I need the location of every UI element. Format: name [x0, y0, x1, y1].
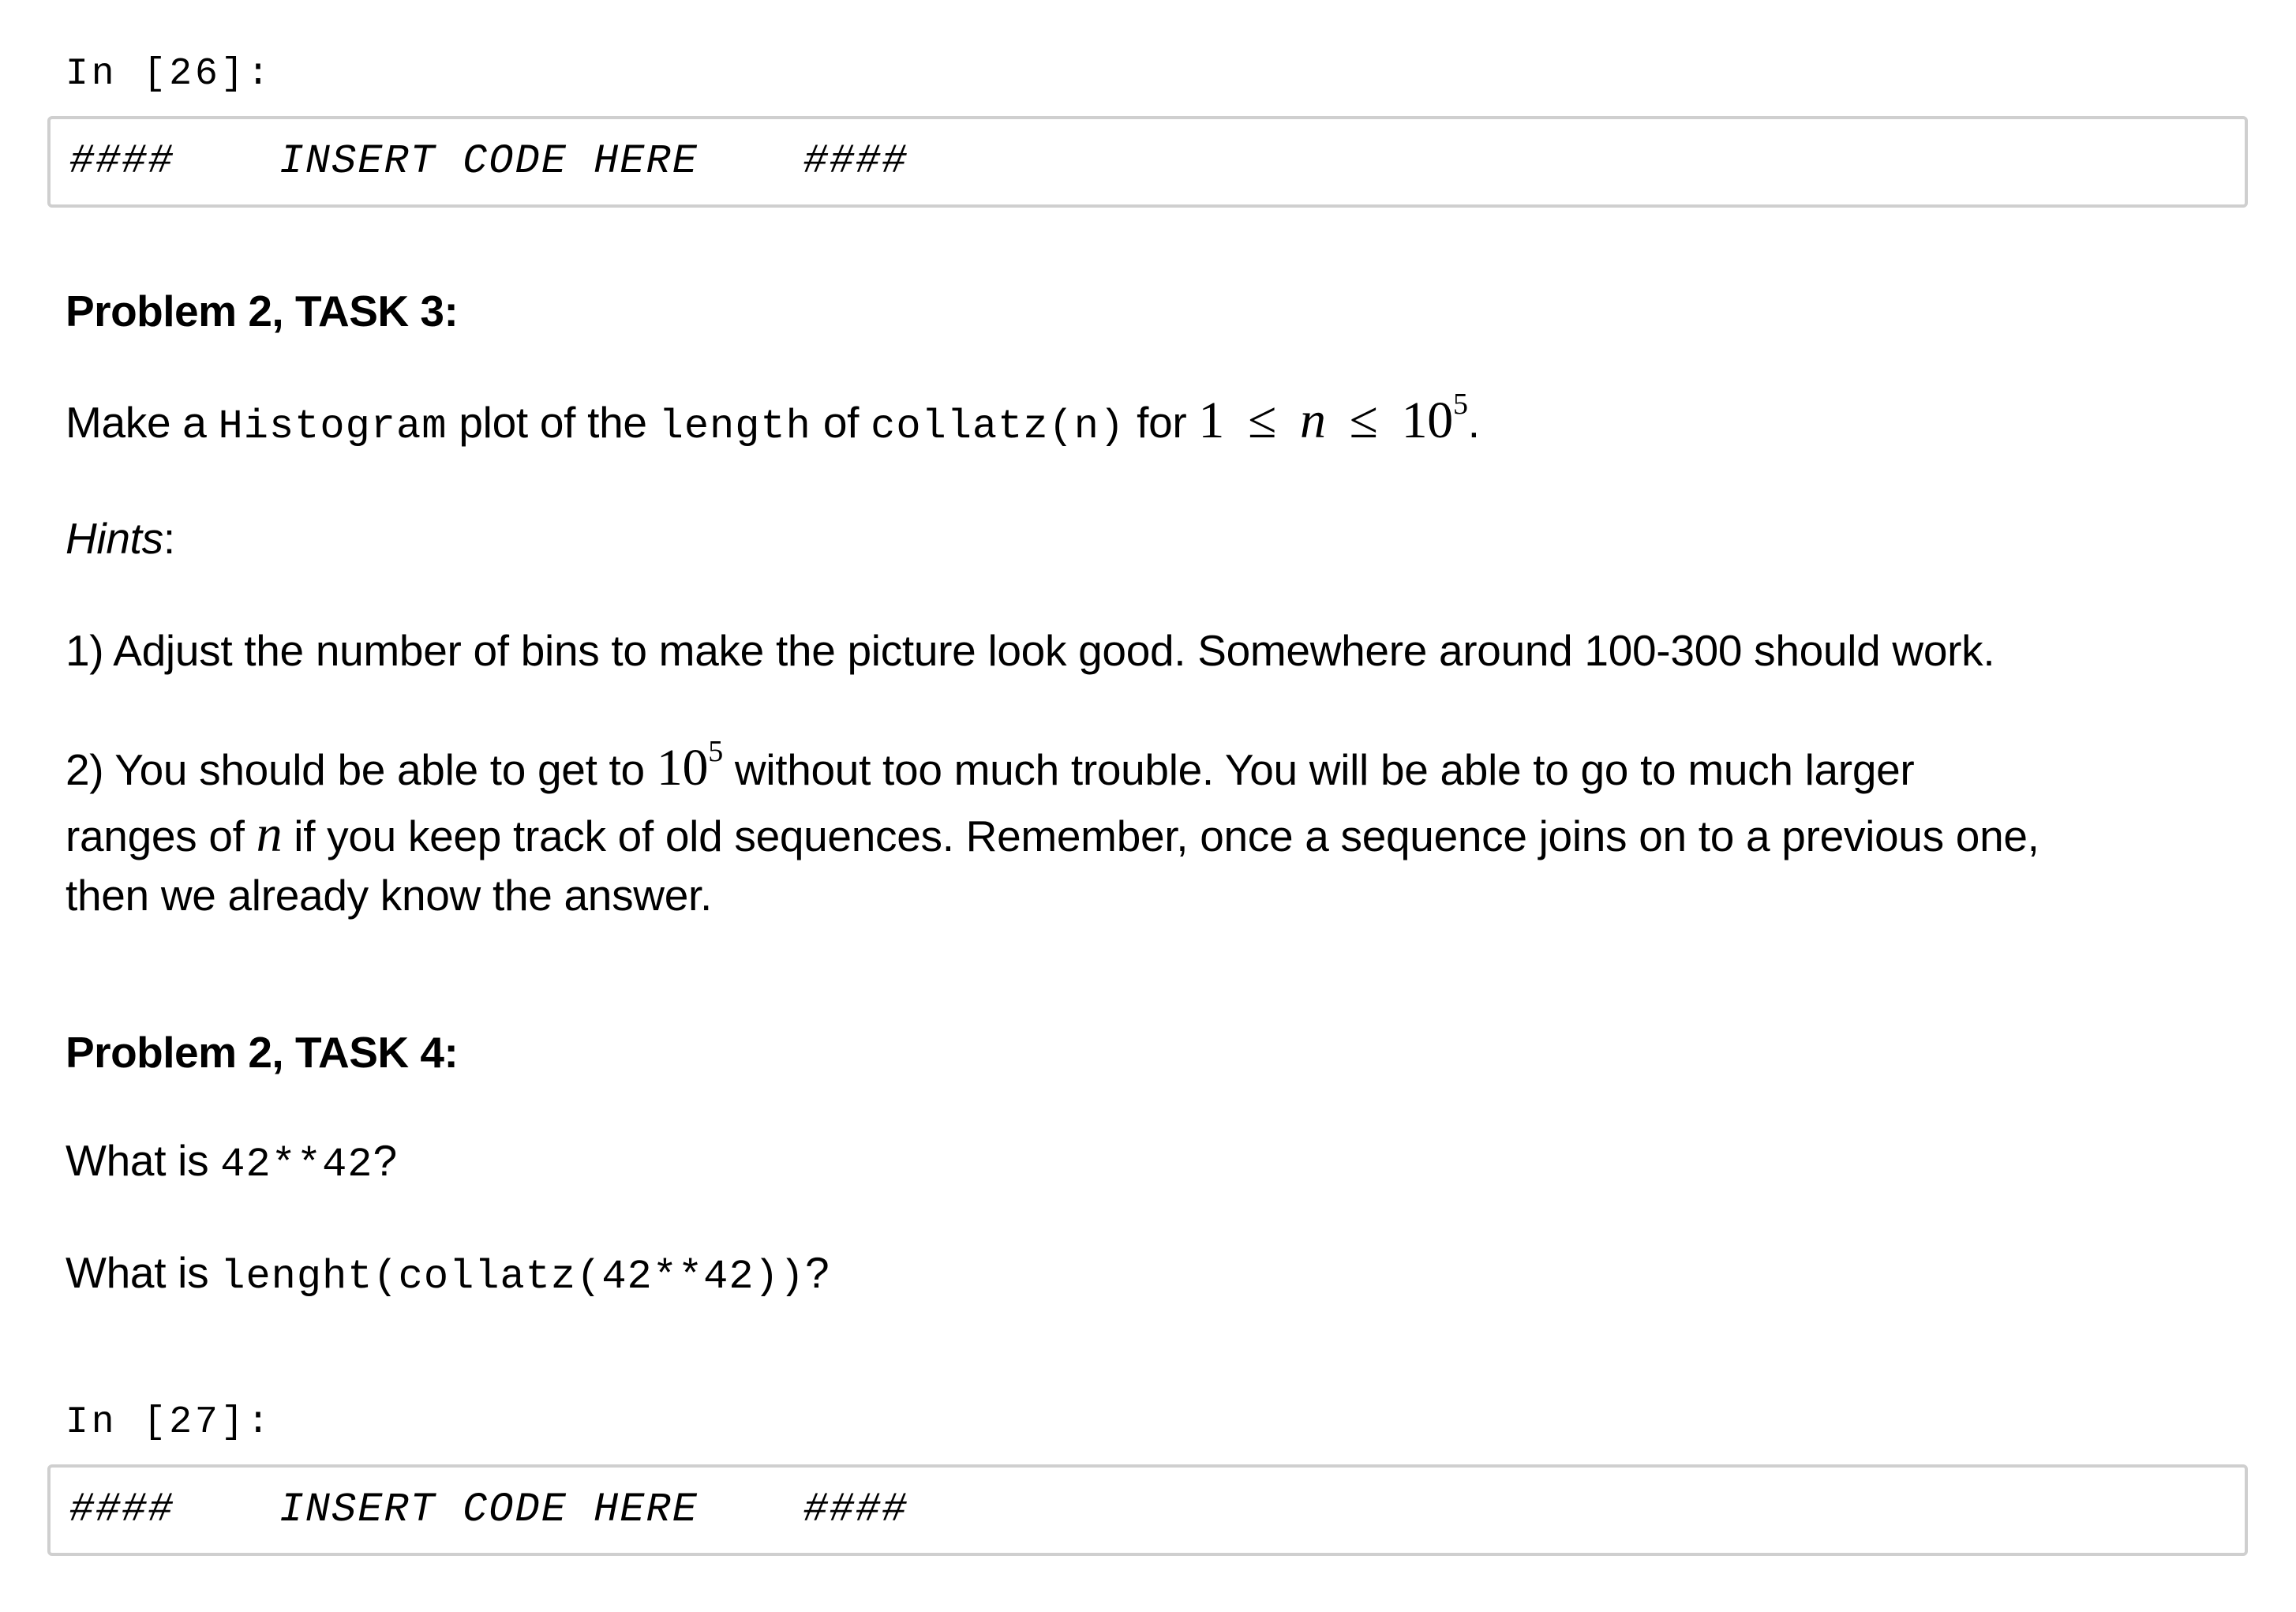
- task3-text-2: plot of the: [447, 398, 659, 447]
- code-42-pow-42: 42**42: [220, 1142, 373, 1188]
- hint-1: 1) Adjust the number of bins to make the picture look good. Somewhere around 100-300 should work.: [66, 626, 1995, 675]
- q1-text-b: ?: [373, 1136, 397, 1185]
- hint-2-line-3: then we already know the answer.: [66, 871, 712, 920]
- task3-text-3: of: [811, 398, 871, 447]
- hint2-math-n: n: [256, 805, 283, 863]
- task3-text-1: Make a: [66, 398, 219, 447]
- math-leq-2: ≤: [1349, 392, 1378, 449]
- math-ten: 10: [1401, 392, 1453, 449]
- q2-text-b: ?: [804, 1248, 830, 1297]
- hint2-text-d: if you keep track of old sequences. Remember, once a sequence joins on to a previous one,: [282, 812, 2039, 860]
- code-cell-26[interactable]: [47, 116, 2248, 208]
- math-leq-1: ≤: [1248, 392, 1277, 449]
- hint2-text-c: ranges of: [66, 812, 257, 860]
- task3-text-4: for: [1125, 398, 1199, 447]
- task3-text-5: .: [1467, 398, 1480, 447]
- cell-prompt-27: In [27]:: [66, 1401, 273, 1444]
- task3-heading: Problem 2, TASK 3:: [66, 287, 459, 336]
- code-cell-27[interactable]: [47, 1464, 2248, 1556]
- hints-colon: :: [163, 514, 175, 563]
- hint-2-line-1: [66, 735, 1915, 797]
- q1-text-a: What is: [66, 1136, 221, 1185]
- code-lenght-collatz: lenght(collatz(42**42)): [220, 1254, 805, 1300]
- q2-text-a: What is: [66, 1248, 221, 1297]
- cell-prompt-26: In [26]:: [66, 53, 273, 96]
- math-n: n: [1300, 392, 1326, 449]
- hints-label: [66, 514, 175, 563]
- code-cell-text: #### INSERT CODE HERE ####: [69, 1486, 908, 1533]
- math-exponent: 5: [1452, 388, 1468, 421]
- code-length: length: [658, 403, 811, 450]
- hints-label-text: Hints: [66, 514, 163, 563]
- code-collatz-n: collatz(n): [871, 403, 1126, 450]
- code-histogram: Histogram: [218, 403, 448, 450]
- hint2-math-exponent: 5: [708, 735, 723, 768]
- hint2-text-b: without too much trouble. You will be able to go to much larger: [722, 745, 1915, 794]
- task4-question-2: [66, 1248, 830, 1300]
- code-cell-text: #### INSERT CODE HERE ####: [69, 138, 908, 185]
- hint-2-line-2: [66, 805, 2039, 863]
- task4-question-1: [66, 1136, 397, 1188]
- task3-description: [66, 388, 1480, 450]
- task4-heading: Problem 2, TASK 4:: [66, 1028, 459, 1077]
- hint2-text-a: 2) You should be able to get to: [66, 745, 657, 794]
- hint2-math-ten: 10: [656, 739, 709, 797]
- math-one: 1: [1198, 392, 1225, 449]
